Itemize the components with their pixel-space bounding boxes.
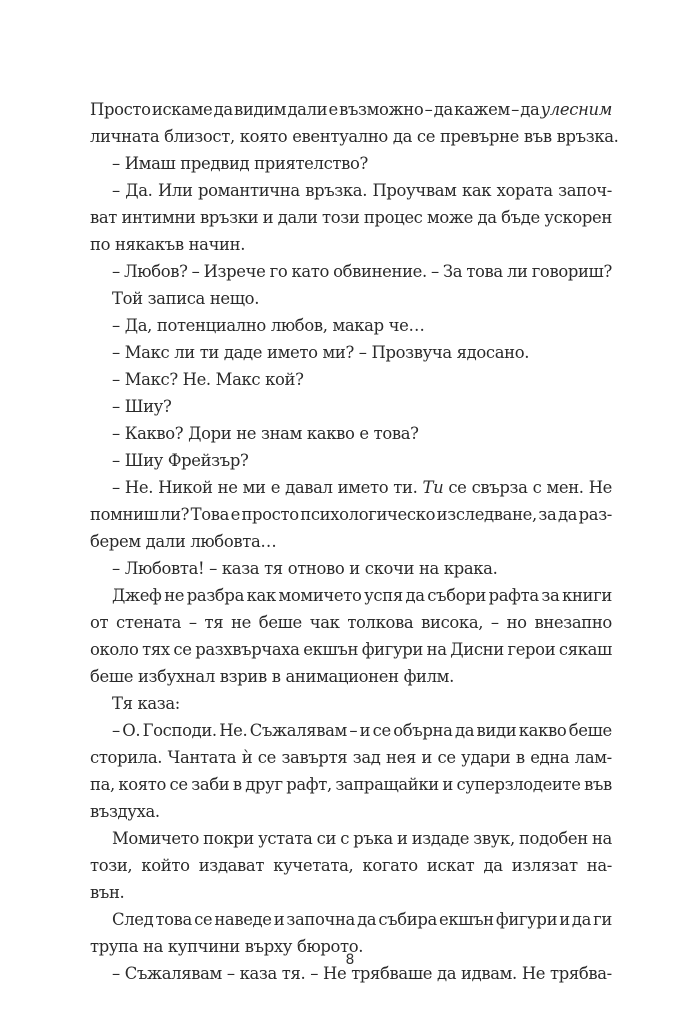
word: интимни (121, 208, 196, 227)
word: започна (286, 910, 355, 929)
word: кой? (265, 370, 304, 389)
word: фигури (361, 640, 423, 659)
word: една (530, 748, 570, 767)
text-line (90, 123, 619, 150)
word: звук, (473, 829, 515, 848)
word: с (340, 829, 350, 848)
page-number: 8 (345, 952, 355, 968)
word: давал (285, 478, 333, 497)
word: любов, (270, 316, 328, 335)
word: дали (277, 208, 318, 227)
text-line (90, 636, 612, 663)
word: Прозвуча (371, 343, 452, 362)
word: видим (234, 100, 287, 119)
word: ми? (322, 343, 354, 362)
word: Какво? (124, 424, 184, 443)
word: искаме (151, 100, 213, 119)
word: романтична (197, 181, 300, 200)
text-line (90, 393, 612, 420)
word: – (112, 397, 120, 416)
word: устата (258, 829, 313, 848)
word: суперзлодеите (456, 775, 581, 794)
word: Не. (182, 370, 211, 389)
word: дали (287, 100, 328, 119)
word: внезапно (534, 613, 612, 632)
word: въздуха. (90, 802, 160, 821)
word: каза: (137, 694, 180, 713)
word: ти (199, 343, 220, 362)
word: този (322, 208, 360, 227)
word: – (112, 424, 120, 443)
word: на- (586, 856, 612, 875)
word: ват (90, 208, 118, 227)
word: покри (203, 829, 254, 848)
word: какво (306, 424, 355, 443)
word: да (454, 721, 475, 740)
word: тях (142, 640, 170, 659)
word: събира (378, 910, 437, 929)
word: па, (90, 775, 115, 794)
word: се (372, 721, 391, 740)
word: Любов? (123, 262, 188, 281)
word: близост, (164, 127, 235, 146)
word: Не (521, 964, 546, 983)
word: и (262, 208, 274, 227)
word: идвам. (461, 964, 517, 983)
word: – (112, 559, 120, 578)
word: е (270, 478, 281, 497)
word: трупа (90, 937, 139, 956)
word: да (520, 100, 540, 119)
word: – (112, 154, 120, 173)
word: да (357, 910, 377, 929)
text-line (90, 609, 612, 636)
word: даде (223, 343, 263, 362)
word: – (112, 964, 120, 983)
word: тя (204, 613, 224, 632)
word: в (232, 775, 242, 794)
word: Това (190, 505, 230, 524)
word: превърне (439, 127, 520, 146)
word: Шиу (124, 451, 163, 470)
word: Или (157, 181, 193, 200)
word: Не. (124, 478, 154, 497)
word: връзка. (556, 127, 619, 146)
text-line (90, 744, 612, 771)
word: около (90, 640, 139, 659)
word: Чантата (167, 748, 237, 767)
word: нея (386, 748, 416, 767)
word: ги (593, 910, 612, 929)
word: искат (426, 856, 475, 875)
word: бюрото. (296, 937, 364, 956)
word: се (437, 748, 456, 767)
word: който (141, 856, 190, 875)
word: не (231, 613, 251, 632)
word: връзки (200, 208, 259, 227)
word: върху (244, 937, 293, 956)
word: какво (518, 721, 567, 740)
word: не (164, 586, 185, 605)
word: избухнал (137, 667, 215, 686)
word: евентуално (292, 127, 388, 146)
word: книги (562, 586, 612, 605)
word: Макс (124, 343, 170, 362)
word: Съжалявам (124, 964, 222, 983)
word: Да, (124, 316, 152, 335)
word: взрив (219, 667, 267, 686)
word: Той (112, 289, 143, 308)
word: кучетата, (273, 856, 354, 875)
word: стената (116, 613, 182, 632)
word: за (538, 505, 557, 524)
word: в (515, 748, 525, 767)
text-line (90, 447, 612, 474)
word: която (239, 127, 288, 146)
word: сторила. (90, 748, 163, 767)
word: – (511, 100, 519, 119)
word: не (236, 424, 257, 443)
word: Момичето (112, 829, 199, 848)
text-line (90, 663, 612, 690)
word: като (291, 262, 329, 281)
word: Тя (112, 694, 133, 713)
word: е (328, 100, 338, 119)
word: да (483, 856, 503, 875)
word: филм. (403, 667, 454, 686)
word: фигури (495, 910, 558, 929)
text-line (90, 906, 612, 933)
word: на (418, 559, 439, 578)
text-line (90, 771, 612, 798)
word: ли (506, 262, 528, 281)
word: във (523, 127, 552, 146)
word: – (112, 181, 120, 200)
word: Имаш (124, 154, 176, 173)
text-line (90, 852, 612, 879)
word: – (349, 721, 358, 740)
word: беше (258, 613, 302, 632)
text-line (90, 420, 612, 447)
word: ядосано. (456, 343, 530, 362)
word: – (112, 370, 120, 389)
word: и (349, 559, 360, 578)
word: възможно (339, 100, 424, 119)
word: по (90, 235, 111, 254)
word: – (188, 613, 197, 632)
word: на (426, 640, 447, 659)
word: берем (90, 532, 141, 551)
word: този, (90, 856, 133, 875)
word: лам- (574, 748, 612, 767)
word: помниш (90, 505, 159, 524)
word: Никой (158, 478, 213, 497)
word: да (436, 964, 457, 983)
body-text (90, 96, 619, 987)
word: да (213, 100, 233, 119)
word: как (246, 586, 276, 605)
word: на (591, 829, 612, 848)
word: – (490, 613, 499, 632)
word: ѝ (241, 748, 253, 767)
word: приятелство? (254, 154, 368, 173)
word: вън. (90, 883, 125, 902)
word: знам (261, 424, 303, 443)
word: толкова (347, 613, 414, 632)
text-line (90, 717, 612, 744)
word: раз- (578, 505, 612, 524)
word: Фрейзър? (167, 451, 249, 470)
word: подобен (518, 829, 588, 848)
word: на (143, 937, 164, 956)
word: излязат (511, 856, 578, 875)
word: удари (461, 748, 511, 767)
text-line (90, 582, 612, 609)
word: как (461, 181, 492, 200)
word: издават (198, 856, 265, 875)
word: ли (174, 343, 195, 362)
word: любовта… (190, 532, 277, 551)
word: може (427, 208, 473, 227)
word: и (273, 910, 285, 929)
word: – (358, 343, 367, 362)
text-line (90, 285, 612, 312)
word: улесним (540, 100, 612, 119)
word: разбра (186, 586, 245, 605)
word: бъде (501, 208, 540, 227)
word: ли? (160, 505, 190, 524)
word: записа (147, 289, 205, 308)
word: види (476, 721, 517, 740)
word: – (112, 262, 120, 281)
word: Дисни (450, 640, 504, 659)
word: че… (388, 316, 425, 335)
word: да (392, 127, 412, 146)
word: разхвърчаха (195, 640, 300, 659)
word: трябва- (550, 964, 612, 983)
word: запращайки (335, 775, 439, 794)
word: във (584, 775, 612, 794)
word: анимационен (285, 667, 399, 686)
word: ускорен (544, 208, 612, 227)
word: рафта (488, 586, 539, 605)
word: момичето (278, 586, 362, 605)
word: отново (287, 559, 345, 578)
word: и (421, 748, 432, 767)
word: Шиу? (124, 397, 172, 416)
word: – (310, 964, 319, 983)
word: и (396, 829, 408, 848)
word: скочи (364, 559, 415, 578)
word: Макс? (124, 370, 178, 389)
word: Ти (422, 478, 444, 497)
text-line (90, 96, 612, 123)
word: се (169, 775, 188, 794)
text-line (90, 528, 612, 555)
word: рафт, (286, 775, 332, 794)
word: висока, (421, 613, 484, 632)
word: това? (373, 424, 419, 443)
word: След (112, 910, 154, 929)
word: се (416, 127, 436, 146)
word: Господи. (142, 721, 217, 740)
word: говориш? (531, 262, 612, 281)
word: не (217, 478, 238, 497)
word: – (209, 559, 218, 578)
word: – (112, 316, 120, 335)
word: и (359, 721, 371, 740)
text-line (90, 879, 612, 906)
word: зад (352, 748, 381, 767)
text-line (90, 798, 612, 825)
word: нещо. (209, 289, 260, 308)
word: – (112, 451, 120, 470)
word: от (90, 613, 109, 632)
word: Макс (215, 370, 261, 389)
word: тя. (281, 964, 306, 983)
word: ми (242, 478, 266, 497)
text-line (90, 690, 612, 717)
text-line (90, 312, 612, 339)
text-line (90, 474, 612, 501)
word: ти. (393, 478, 418, 497)
word: започ- (558, 181, 612, 200)
word: чак (309, 613, 340, 632)
word: екшън (438, 910, 494, 929)
word: заби (191, 775, 230, 794)
text-line (90, 501, 612, 528)
word: За (442, 262, 463, 281)
word: хората (496, 181, 553, 200)
word: да (477, 208, 497, 227)
text-line (90, 555, 612, 582)
word: макар (332, 316, 384, 335)
word: Съжалявам (249, 721, 347, 740)
text-line (90, 204, 612, 231)
word: потенциално (156, 316, 266, 335)
word: някакъв (114, 235, 184, 254)
word: завъртя (281, 748, 348, 767)
word: екшън (303, 640, 359, 659)
word: – (226, 964, 235, 983)
word: да (405, 586, 425, 605)
word: в (271, 667, 281, 686)
word: – (112, 343, 120, 362)
word: Да. (125, 181, 153, 200)
word: кажем (454, 100, 510, 119)
word: се (173, 640, 192, 659)
word: просто (241, 505, 299, 524)
word: – (424, 100, 433, 119)
word: трябваше (351, 964, 433, 983)
word: и (442, 775, 453, 794)
word: обърна (393, 721, 453, 740)
text-line (90, 258, 612, 285)
word: купчини (167, 937, 240, 956)
text-line (90, 150, 612, 177)
word: мен. (546, 478, 584, 497)
word: е (230, 505, 240, 524)
word: беше (568, 721, 612, 740)
word: Изрече (203, 262, 266, 281)
word: Любовта! (124, 559, 205, 578)
word: Джеф (112, 586, 162, 605)
word: Не (323, 964, 347, 983)
word: беше (90, 667, 134, 686)
word: успя (364, 586, 403, 605)
word: изследване, (436, 505, 537, 524)
word: с (532, 478, 542, 497)
word: сякаш (558, 640, 612, 659)
word: начин. (188, 235, 246, 254)
word: връзка. (305, 181, 368, 200)
word: дали (145, 532, 186, 551)
word: ръка (353, 829, 393, 848)
word: друг (245, 775, 283, 794)
word: и (559, 910, 570, 929)
word: Проучвам (372, 181, 457, 200)
word: личната (90, 127, 160, 146)
word: – (112, 721, 120, 740)
word: издаде (411, 829, 470, 848)
word: Дори (188, 424, 232, 443)
word: се (448, 478, 467, 497)
word: го (269, 262, 288, 281)
word: герои (507, 640, 556, 659)
word: когато (362, 856, 418, 875)
word: се (257, 748, 276, 767)
word: – (191, 262, 200, 281)
word: да (557, 505, 578, 524)
text-line (90, 177, 612, 204)
word: процес (363, 208, 423, 227)
word: се (194, 910, 213, 929)
word: която (118, 775, 167, 794)
word: каза (239, 964, 277, 983)
word: наведе (214, 910, 272, 929)
word: каза (221, 559, 260, 578)
word: това (466, 262, 503, 281)
word: това (155, 910, 192, 929)
word: е (359, 424, 369, 443)
word: събори (427, 586, 486, 605)
word: тя (264, 559, 283, 578)
text-line (90, 231, 612, 258)
word: крака. (443, 559, 498, 578)
text-line (90, 339, 612, 366)
word: името (337, 478, 389, 497)
text-line (90, 366, 612, 393)
word: но (506, 613, 527, 632)
word: да (571, 910, 592, 929)
word: свърза (471, 478, 528, 497)
word: О. (122, 721, 141, 740)
word: предвид (180, 154, 250, 173)
word: психологическо (300, 505, 436, 524)
word: – (430, 262, 439, 281)
word: за (541, 586, 560, 605)
word: Не (588, 478, 612, 497)
word: – (112, 478, 120, 497)
text-line (90, 825, 612, 852)
word: Просто (90, 100, 151, 119)
word: Не. (219, 721, 248, 740)
word: обвинение. (333, 262, 427, 281)
word: името (267, 343, 318, 362)
word: си (316, 829, 337, 848)
word: да (433, 100, 453, 119)
